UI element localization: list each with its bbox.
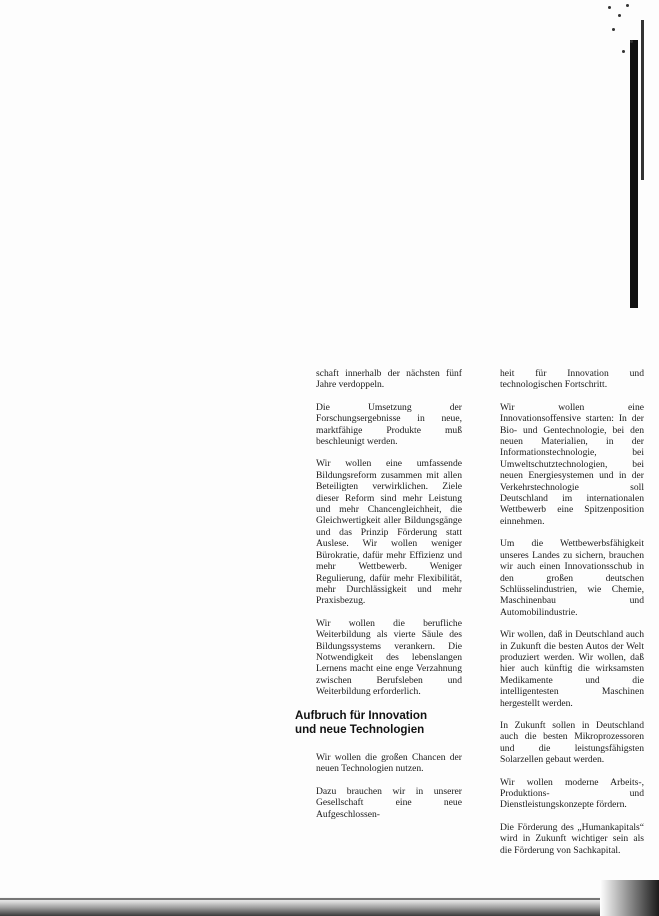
paragraph: Wir wollen die großen Chancen der neuen Technologien nutzen. [316,752,462,775]
paragraph: Um die Wettbewerbsfähigkeit unseres Landes zu sichern, brauchen wir auch einen Innovationsschub in den großen deutschen Schlüsselindustrien, wie Chemie, Maschinenbau und Automobilindustrie. [500,538,644,618]
paragraph: Wir wollen moderne Arbeits-, Produktions- und Dienstleistungskonzepte fördern. [500,776,644,811]
scan-corner-shadow [600,880,659,916]
paragraph: Die Förderung des „Humankapitals“ wird in Zukunft wichtiger sein als die Förderung von Sachkapital. [500,821,644,856]
scan-edge-line [641,20,644,180]
left-column [316,368,462,709]
paragraph: In Zukunft sollen in Deutschland auch die besten Mikroprozessoren und die leistungsfähigsten Solarzellen gebaut werden. [500,719,644,766]
paragraph: schaft innerhalb der nächsten fünf Jahre verdoppeln. [316,368,462,391]
heading-line: Aufbruch für Innovation [295,709,428,722]
right-column [500,368,644,867]
paragraph: Die Umsetzung der Forschungsergebnisse in neue, marktfähige Produkte muß beschleunigt werden. [316,401,462,448]
left-column-after-heading [316,752,462,831]
paragraph: Wir wollen, daß in Deutschland auch in Zukunft die besten Autos der Welt produziert werden. Wir wollen, daß hier auch künftig die wirksamsten Medikamente und die intelligentesten Maschinen hergestellt werden. [500,629,644,709]
paragraph: Wir wollen die berufliche Weiterbildung als vierte Säule des Bildungssystems verankern. Die Notwendigkeit des lebenslangen Lernens macht eine enge Verzahnung zwischen Berufsleben und Weiterbildung erforderlich. [316,617,462,698]
scan-bottom-line [0,898,659,900]
scan-noise-dots [600,0,640,60]
section-heading [295,709,465,737]
paragraph: heit für Innovation und technologischen Fortschritt. [500,368,644,391]
heading-line: und neue Technologien [295,723,425,736]
paragraph: Wir wollen eine umfassende Bildungsreform zusammen mit allen Beteiligten verwirklichen. Ziele dieser Reform sind mehr Leistung und mehr Chancengleichheit, die Gleichwertigkeit aller Bildungsgänge und das Prinzip Förderung statt Auslese. Wir wollen weniger Bürokratie, dafür mehr Effizienz und mehr Wettbewerb. Weniger Regulierung, dafür mehr Flexibilität, mehr Durchlässigkeit und mehr Praxisbezug. [316,458,462,607]
paragraph: Wir wollen eine Innovationsoffensive starten: In der Bio- und Gentechnologie, bei den neuen Materialien, in der Informationstechnologie, bei Umweltschutztechnologien, bei neuen Energiesystemen und in der Verkehrstechnologie soll Deutschland im internationalen Wettbewerb eine Spitzenposition einnehmen. [500,401,644,527]
scan-edge-bar [630,40,638,308]
paragraph: Dazu brauchen wir in unserer Gesellschaft eine neue Aufgeschlossen- [316,785,462,820]
